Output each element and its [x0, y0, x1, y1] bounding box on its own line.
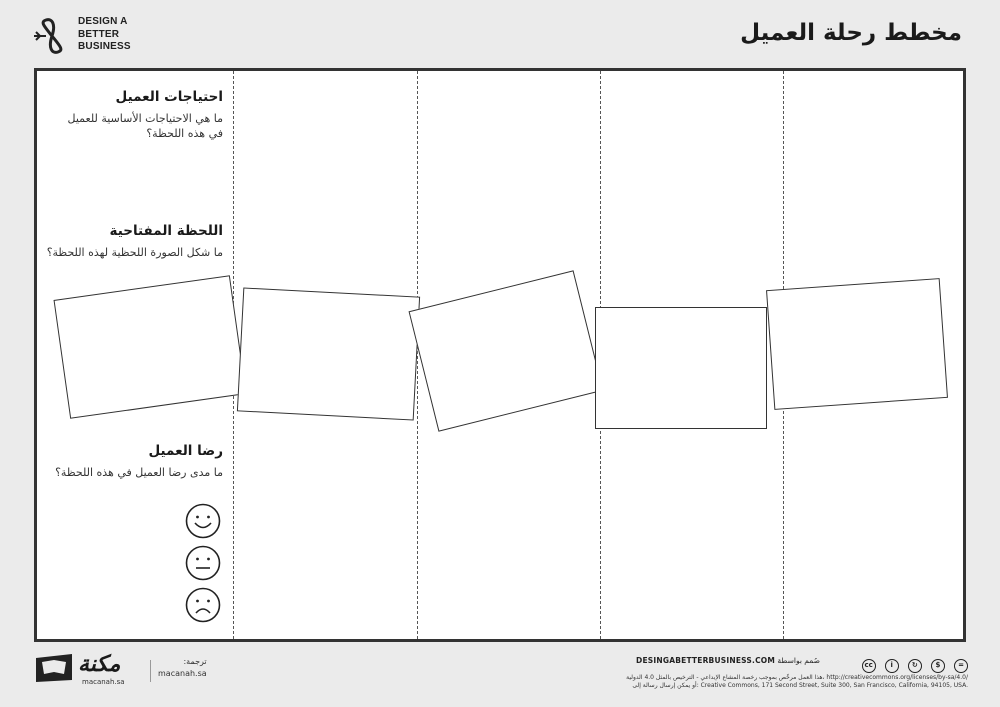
- customer-satisfaction-section: [43, 443, 223, 480]
- design-a-better-business-logo: [32, 14, 142, 56]
- snapshot-frame[interactable]: [766, 278, 948, 410]
- column-divider: [417, 71, 418, 639]
- translator-branding: [34, 652, 234, 692]
- cc-by-icon: i: [885, 659, 899, 673]
- credit-label: صُمم بواسطة: [777, 656, 820, 665]
- snapshot-frame[interactable]: [595, 307, 767, 429]
- key-moment-description: ما شكل الصورة اللحظية لهذه اللحظة؟: [46, 246, 223, 259]
- happy-face-icon[interactable]: [185, 503, 221, 539]
- customer-needs-heading: احتياجات العميل: [115, 89, 223, 105]
- customer-needs-description: ما هي الاحتياجات الأساسية للعميل في هذه اللحظة؟: [67, 112, 223, 140]
- cc-nc-icon: $: [931, 659, 945, 673]
- key-moment-heading: اللحظة المفتاحية: [109, 223, 223, 239]
- journey-canvas: [34, 68, 966, 642]
- macanah-logo-icon: [34, 652, 74, 684]
- credit-site-link[interactable]: DESINGABETTERBUSINESS.COM: [636, 656, 776, 665]
- macanah-domain: macanah.sa: [82, 678, 125, 686]
- key-moment-section: [43, 223, 223, 260]
- translator-credit: ترجمة: macanah.sa: [158, 657, 207, 678]
- snapshot-frame[interactable]: [237, 287, 420, 420]
- logo-text: DESIGN A BETTER BUSINESS: [78, 16, 131, 52]
- customer-needs-section: [43, 89, 223, 141]
- cc-nd-icon: =: [954, 659, 968, 673]
- neutral-face-icon[interactable]: [185, 545, 221, 581]
- sad-face-icon[interactable]: [185, 587, 221, 623]
- snapshot-frame[interactable]: [409, 270, 604, 431]
- macanah-brand: مكنة: [78, 652, 121, 677]
- customer-satisfaction-heading: رضا العميل: [148, 443, 223, 459]
- cc-icon: cc: [862, 659, 876, 673]
- page-title: مخطط رحلة العميل: [740, 20, 962, 46]
- designed-by-credit: [636, 656, 820, 665]
- footer-separator: [150, 660, 151, 682]
- dabb-infinity-icon: [32, 18, 72, 54]
- cc-sa-icon: ↻: [908, 659, 922, 673]
- creative-commons-icons: [858, 652, 968, 673]
- customer-satisfaction-description: ما مدى رضا العميل في هذه اللحظة؟: [55, 466, 223, 479]
- license-text: هذا العمل مرخّص بموجب رخصة المشاع الإبداعي - الترخيص بالمثل 4.0 الدولية، http://creativecommons.org/licenses/by-sa/4.0/ أو يمكن إرسال رسالة إلى: Creative Commons, 171 Second Street, Suite 300, San Francisco, California, 94105, USA.: [626, 674, 968, 689]
- snapshot-frame[interactable]: [54, 275, 247, 419]
